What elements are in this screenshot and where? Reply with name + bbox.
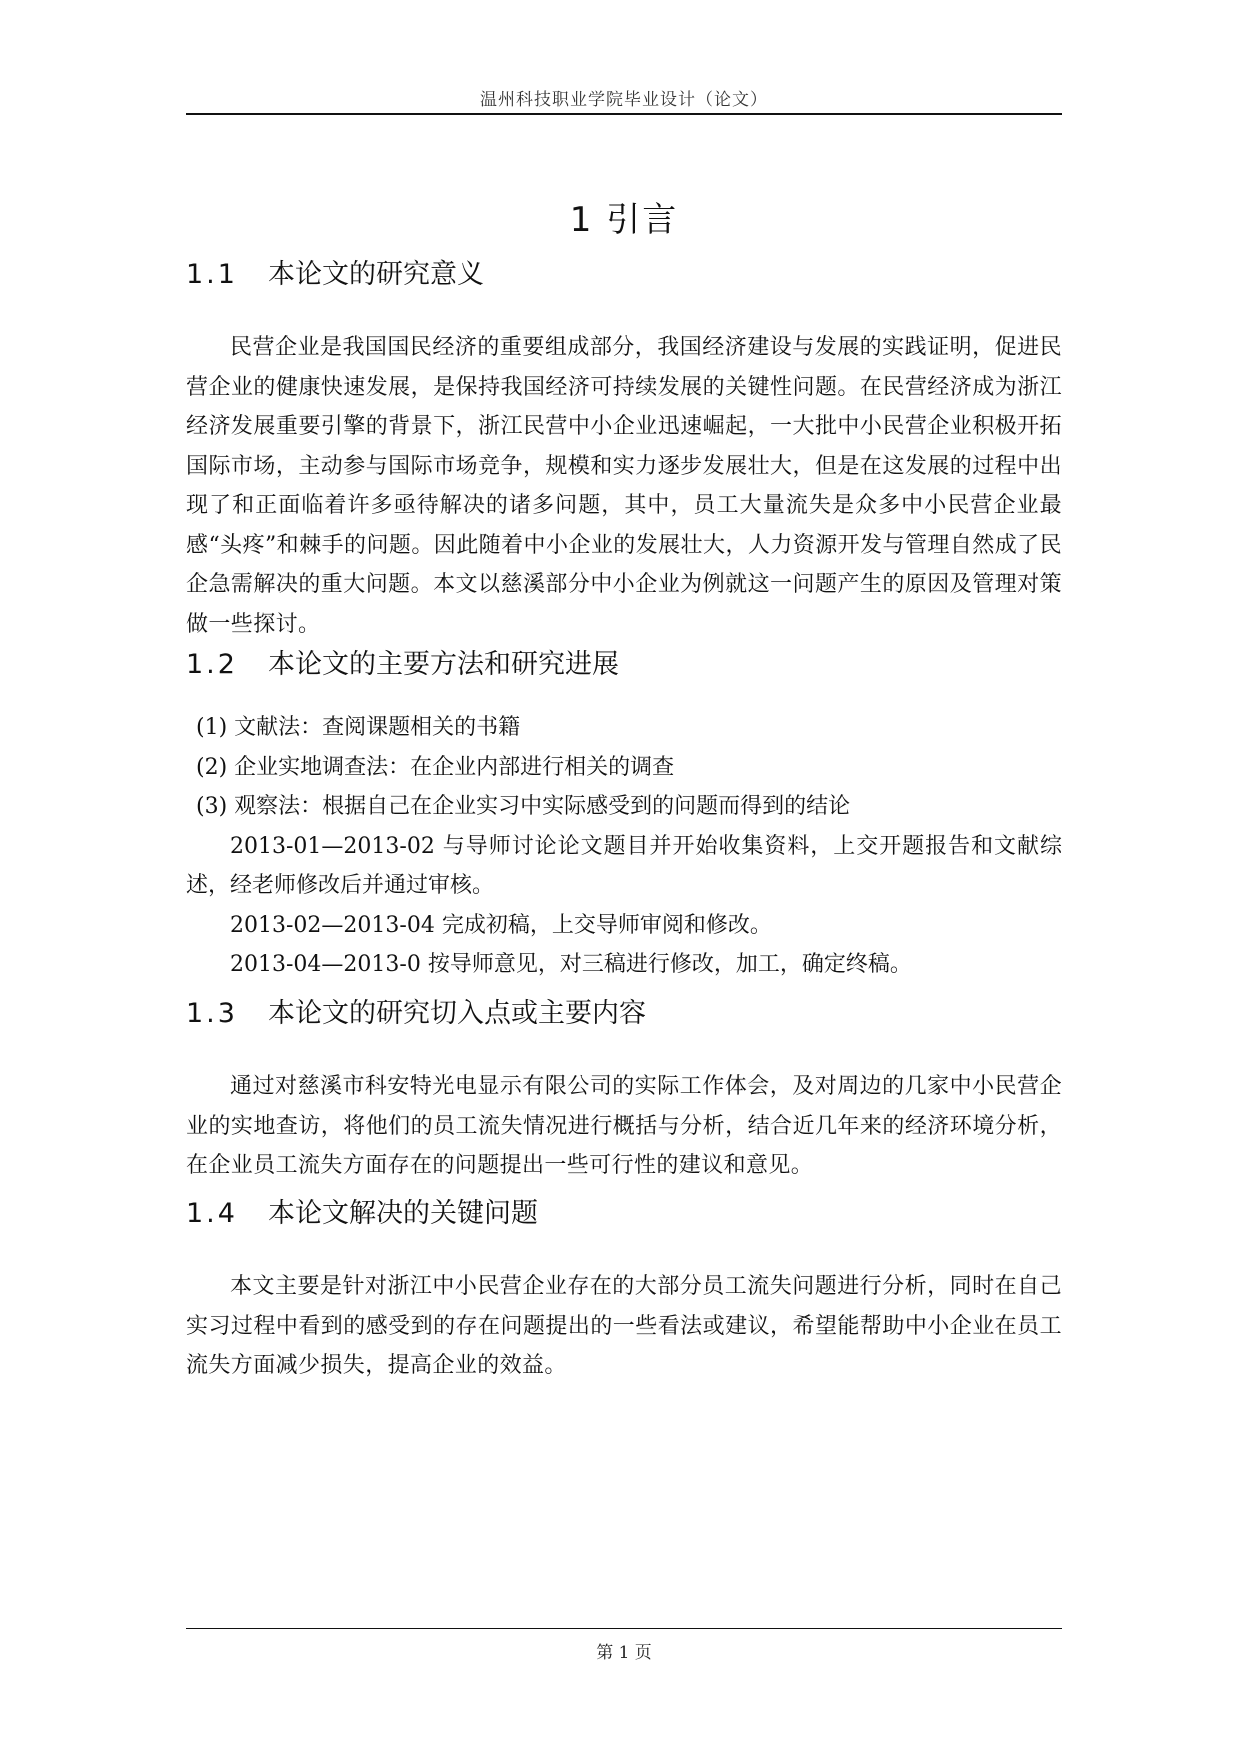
chapter-title: 1 引言: [569, 200, 679, 240]
page-number: 第 1 页: [596, 1643, 652, 1663]
method-item: (1) 文献法：查阅课题相关的书籍: [196, 715, 521, 740]
timeline-item: 2013-04—2013-0 按导师意见，对三稿进行修改，加工，确定终稿。: [230, 952, 912, 977]
section-heading: [186, 997, 1062, 1031]
section-1-3: [186, 997, 1062, 1186]
section-title: 本论文解决的关键问题: [268, 1198, 538, 1229]
section-number: 1.2: [186, 649, 238, 680]
section-heading: [186, 648, 1062, 682]
section-number: 1.1: [186, 259, 238, 290]
paragraph: 本文主要是针对浙江中小民营企业存在的大部分员工流失问题进行分析，同时在自己实习过程中看到的感受到的存在问题提出的一些看法或建议，希望能帮助中小企业在员工流失方面减少损失，提高企业的效益。: [186, 1274, 1062, 1378]
header-rule: [186, 113, 1062, 115]
section-heading: [186, 258, 1062, 292]
paragraph: 通过对慈溪市科安特光电显示有限公司的实际工作体会，及对周边的几家中小民营企业的实地查访，将他们的员工流失情况进行概括与分析，结合近几年来的经济环境分析，在企业员工流失方面存在的问题提出一些可行性的建议和意见。: [186, 1074, 1062, 1178]
section-heading: [186, 1197, 1062, 1231]
timeline-item: 2013-01—2013-02 与导师讨论论文题目并开始收集资料，上交开题报告和文献综述，经老师修改后并通过审核。: [186, 833, 1062, 898]
timeline: [186, 827, 1062, 985]
method-list: [186, 708, 1062, 827]
section-title: 本论文的研究意义: [268, 259, 484, 290]
method-item: (3) 观察法：根据自己在企业实习中实际感受到的问题而得到的结论: [196, 794, 851, 819]
page-header: 温州科技职业学院毕业设计（论文）: [480, 90, 768, 110]
section-title: 本论文的研究切入点或主要内容: [268, 998, 646, 1029]
section-1-4: [186, 1197, 1062, 1386]
paragraph: 民营企业是我国国民经济的重要组成部分，我国经济建设与发展的实践证明，促进民营企业的健康快速发展，是保持我国经济可持续发展的关键性问题。在民营经济成为浙江经济发展重要引擎的背景下，浙江民营中小企业迅速崛起，一大批中小民营企业积极开拓国际市场，主动参与国际市场竞争，规模和实力逐步发展壮大，但是在这发展的过程中出现了和正面临着许多亟待解决的诸多问题，其中，员工大量流失是众多中小民营企业最感“头疼”和棘手的问题。因此随着中小企业的发展壮大，人力资源开发与管理自然成了民企急需解决的重大问题。本文以慈溪部分中小企业为例就这一问题产生的原因及管理对策做一些探讨。: [186, 335, 1062, 637]
method-item: (2) 企业实地调查法：在企业内部进行相关的调查: [196, 754, 675, 780]
section-number: 1.4: [186, 1198, 238, 1229]
section-title: 本论文的主要方法和研究进展: [268, 649, 619, 680]
timeline-item: 2013-02—2013-04 完成初稿，上交导师审阅和修改。: [230, 912, 772, 938]
section-1-2: [186, 648, 1062, 985]
footer-rule: [186, 1628, 1062, 1629]
section-number: 1.3: [186, 998, 238, 1029]
section-1-1: [186, 258, 1062, 644]
